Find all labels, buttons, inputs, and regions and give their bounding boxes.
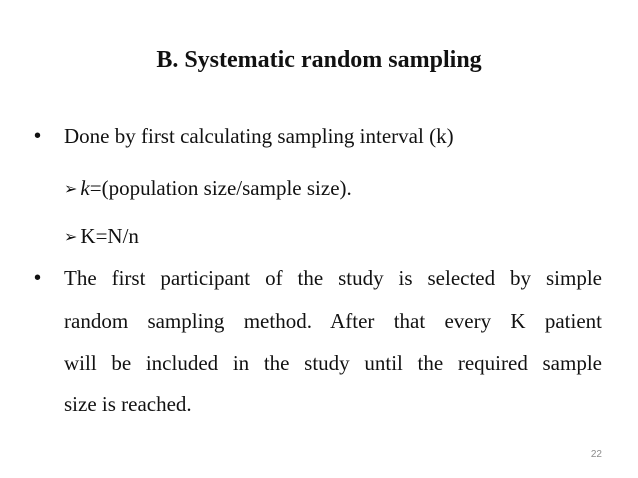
sub-bullet-2-text: K=N/n <box>80 224 139 248</box>
sub-bullet-1-text: =(population size/sample size). <box>89 176 352 200</box>
page-number: 22 <box>590 449 602 460</box>
bullet-2-line-2: random sampling method. After that every K patient <box>64 309 602 333</box>
bullet-2-line-4: size is reached. <box>64 392 192 416</box>
variable-k: k <box>80 176 90 200</box>
bullet-2-line-3: will be included in the study until the required sample <box>64 351 602 375</box>
bullet-glyph: • <box>34 267 42 289</box>
arrow-right-icon: ➢ <box>64 179 78 198</box>
sub-bullet-2 <box>64 223 139 251</box>
bullet-2-line-1: The first participant of the study is selected by simple <box>64 266 602 290</box>
arrow-right-icon: ➢ <box>64 227 78 246</box>
bullet-1-text: Done by first calculating sampling interval (k) <box>64 124 454 148</box>
slide-title: B. Systematic random sampling <box>156 47 482 73</box>
bullet-glyph: • <box>34 125 42 147</box>
sub-bullet-1 <box>64 175 352 203</box>
